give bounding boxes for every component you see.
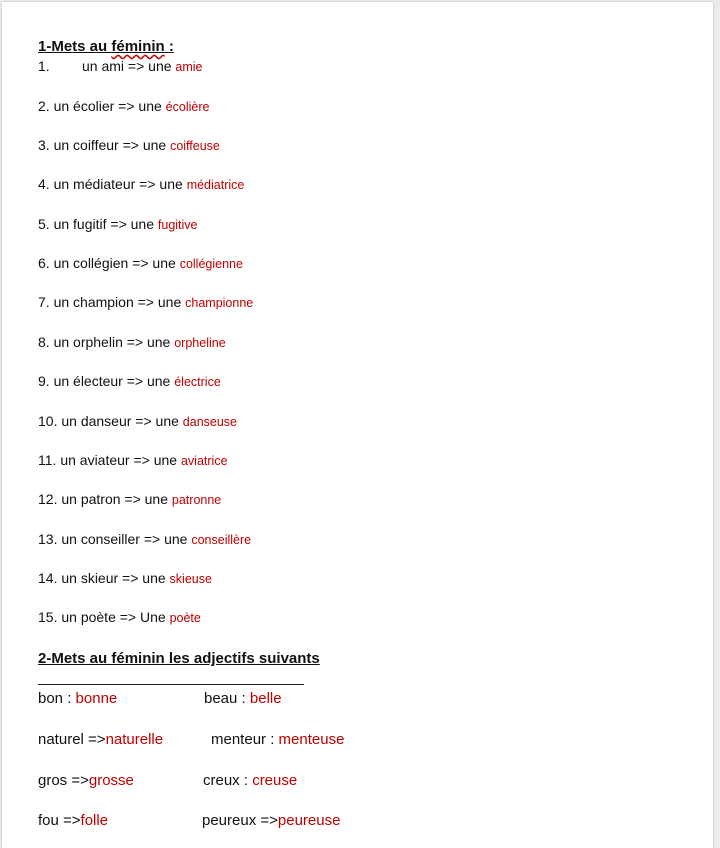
list-item	[38, 58, 203, 74]
list-item	[38, 98, 209, 114]
adjective-masculine: gros =>	[38, 772, 89, 789]
adjective-feminine-answer: bonne	[75, 690, 118, 707]
item-number: 2.	[38, 98, 50, 114]
adjective-feminine-answer: naturelle	[105, 731, 164, 748]
item-feminine-answer: danseuse	[182, 415, 238, 429]
list-item	[38, 413, 237, 429]
section1-title	[38, 38, 174, 55]
list-item	[38, 176, 244, 192]
item-number: 9.	[38, 373, 50, 389]
adjective-masculine: fou =>	[38, 812, 81, 829]
item-masculine: un champion => une	[53, 294, 182, 310]
adjective-feminine-answer: grosse	[88, 772, 134, 789]
item-feminine-answer: médiatrice	[186, 178, 245, 192]
list-item	[38, 216, 198, 232]
section1-title-word: féminin	[111, 38, 165, 55]
item-number: 4.	[38, 176, 50, 192]
list-item	[38, 137, 220, 153]
item-feminine-answer: électrice	[174, 375, 221, 389]
adjective-feminine-answer: menteuse	[278, 731, 345, 748]
item-masculine: un patron => une	[61, 491, 169, 507]
item-feminine-answer: fugitive	[157, 218, 198, 232]
document-page	[2, 2, 713, 848]
item-masculine: un ami => une	[82, 58, 172, 74]
adjective-masculine: beau :	[204, 690, 246, 707]
list-item	[38, 452, 228, 468]
adjective-feminine-answer: belle	[249, 690, 282, 707]
item-masculine: un poète => Une	[61, 609, 166, 625]
item-feminine-answer: conseillère	[191, 533, 252, 547]
item-feminine-answer: skieuse	[169, 572, 212, 586]
item-number: 7.	[38, 294, 50, 310]
item-number: 10.	[38, 413, 58, 429]
adjective-masculine: menteur :	[211, 731, 275, 748]
section1-title-suffix: :	[164, 38, 174, 55]
list-item	[38, 570, 212, 586]
item-feminine-answer: amie	[175, 60, 203, 74]
item-number: 3.	[38, 137, 50, 153]
item-masculine: un médiateur => une	[53, 176, 183, 192]
item-feminine-answer: poète	[169, 611, 201, 625]
list-item	[38, 373, 221, 389]
adjective-pair	[38, 812, 108, 829]
section2-title: 2-Mets au féminin les adjectifs suivants	[38, 650, 320, 667]
item-feminine-answer: championne	[185, 296, 254, 310]
adjective-pair	[211, 731, 344, 748]
adjective-pair	[38, 772, 134, 789]
list-item	[38, 294, 253, 310]
item-masculine: un fugitif => une	[53, 216, 154, 232]
item-masculine: un écolier => une	[53, 98, 162, 114]
adjective-pair	[203, 772, 297, 789]
adjective-feminine-answer: creuse	[252, 772, 298, 789]
item-feminine-answer: collégienne	[179, 257, 243, 271]
list-item	[38, 531, 251, 547]
item-masculine: un orphelin => une	[53, 334, 171, 350]
list-item	[38, 491, 221, 507]
item-feminine-answer: orpheline	[174, 336, 226, 350]
adjective-feminine-answer: folle	[80, 812, 109, 829]
item-number: 14.	[38, 570, 58, 586]
item-masculine: un coiffeur => une	[53, 137, 167, 153]
item-feminine-answer: coiffeuse	[170, 139, 220, 153]
adjective-masculine: creux :	[203, 772, 249, 789]
item-masculine: un danseur => une	[61, 413, 179, 429]
item-feminine-answer: écolière	[165, 100, 210, 114]
item-number: 11.	[38, 452, 57, 468]
item-number: 12.	[38, 491, 58, 507]
adjective-masculine: bon :	[38, 690, 72, 707]
item-number: 13.	[38, 531, 58, 547]
list-item	[38, 255, 243, 271]
item-masculine: un conseiller => une	[61, 531, 188, 547]
list-item	[38, 334, 226, 350]
adjective-pair	[202, 812, 340, 829]
item-feminine-answer: patronne	[171, 493, 222, 507]
item-number: 15.	[38, 609, 58, 625]
adjective-pair	[204, 690, 282, 707]
adjective-pair	[38, 690, 117, 707]
list-item	[38, 609, 201, 625]
adjective-masculine: naturel =>	[38, 731, 106, 748]
adjective-pair	[38, 731, 163, 748]
separator-line	[38, 684, 304, 685]
item-masculine: un skieur => une	[61, 570, 166, 586]
item-masculine: un aviateur => une	[60, 452, 178, 468]
section1-title-prefix: 1-Mets au	[38, 38, 112, 55]
item-number: 8.	[38, 334, 50, 350]
adjective-masculine: peureux =>	[202, 812, 278, 829]
item-number: 1.	[38, 58, 50, 74]
item-number: 5.	[38, 216, 50, 232]
item-number: 6.	[38, 255, 50, 271]
item-feminine-answer: aviatrice	[180, 454, 228, 468]
item-masculine: un électeur => une	[53, 373, 171, 389]
adjective-feminine-answer: peureuse	[277, 812, 341, 829]
item-masculine: un collégien => une	[53, 255, 176, 271]
